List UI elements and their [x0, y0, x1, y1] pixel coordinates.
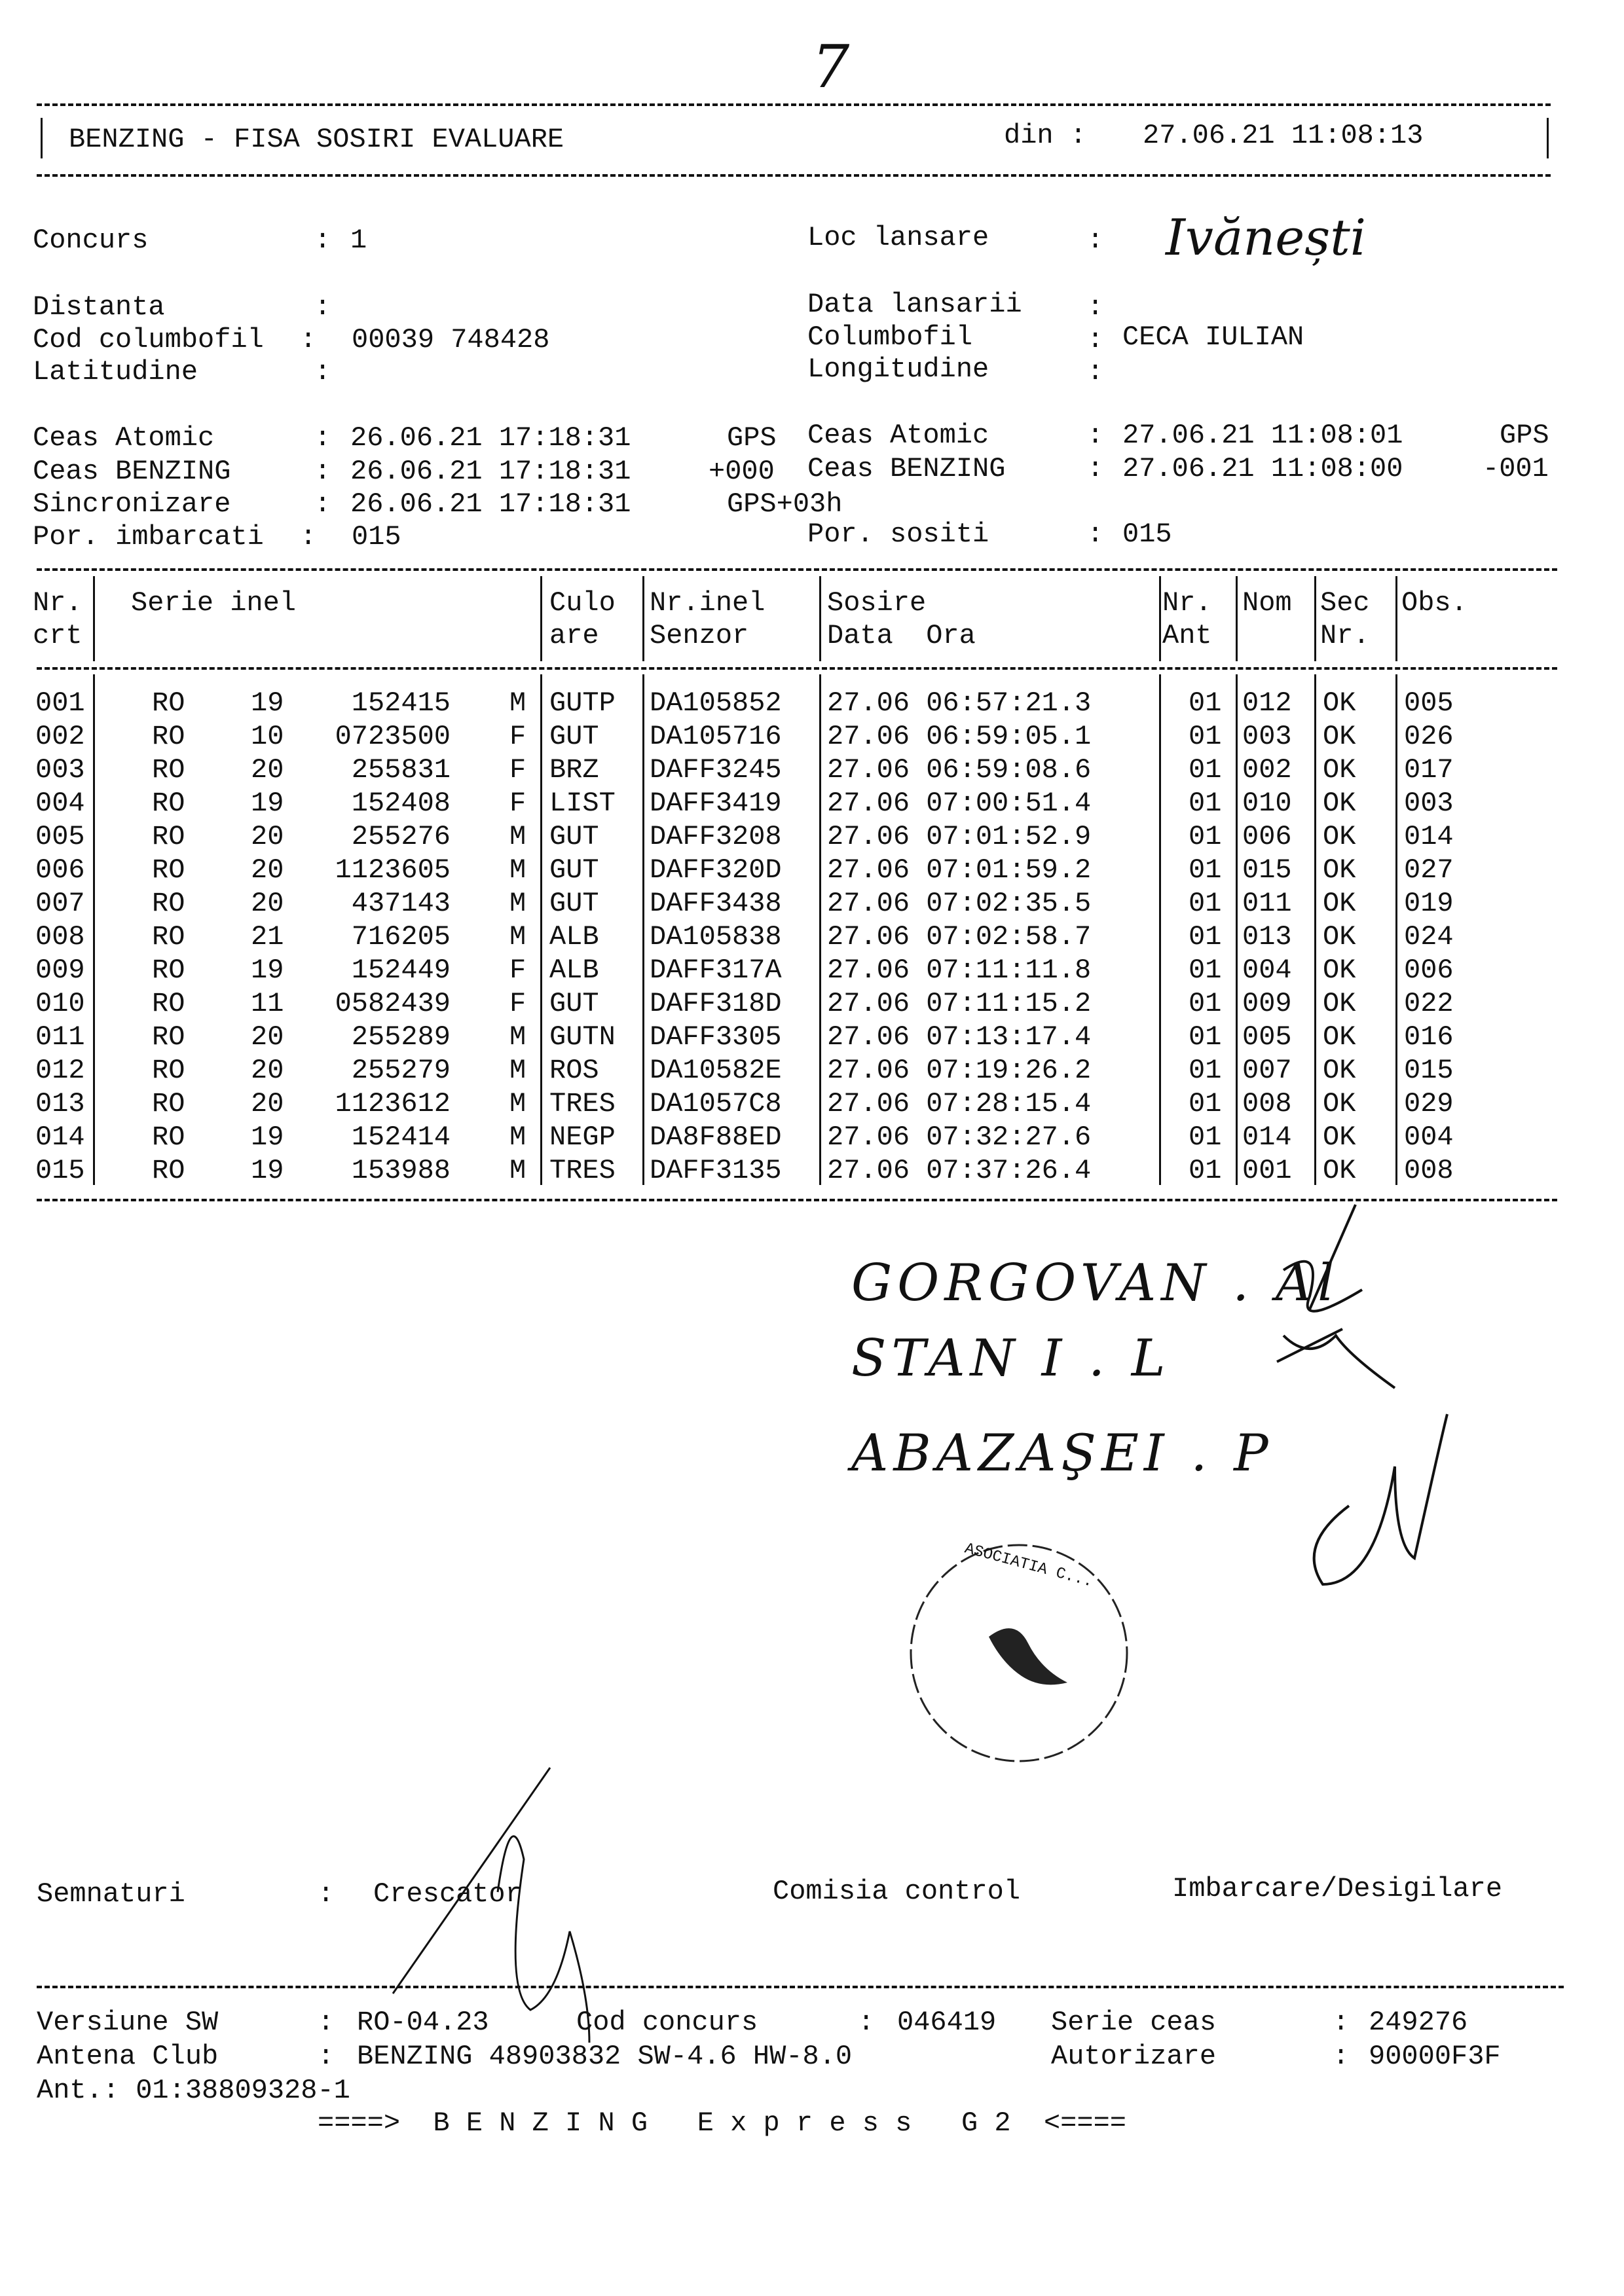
porumbei-sositi-label: Por. sositi [807, 519, 989, 550]
ceas-benzing-end-value: 27.06.21 11:08:00 [1122, 453, 1403, 484]
antena-club-label: Antena Club [37, 2041, 219, 2072]
cell-nom: 001 [1242, 1155, 1292, 1186]
cell-sec-nr: OK [1323, 888, 1356, 919]
cell-nom: 002 [1242, 754, 1292, 786]
cell-sex: F [509, 955, 526, 986]
cell-nom: 008 [1242, 1088, 1292, 1120]
cell-sex: M [509, 687, 526, 719]
autorizare-label: Autorizare [1051, 2041, 1217, 2072]
loc-lansare-handwritten: Ivănești [1166, 208, 1367, 266]
header-serie-inel: Serie inel [131, 587, 297, 619]
cod-concurs-label: Cod concurs [576, 2007, 758, 2038]
cell-sex: M [509, 888, 526, 919]
cod-columbofil-colon: : [300, 324, 317, 355]
cell-ring-number: 0582439 [335, 988, 451, 1019]
cell-ring-year: 20 [251, 1055, 284, 1086]
cod-columbofil-value: 00039 748428 [352, 324, 550, 355]
page-number-handwritten: 7 [812, 33, 850, 101]
cell-ring-year: 20 [251, 888, 284, 919]
distanta-label: Distanta [33, 291, 165, 323]
header-crt: crt [33, 620, 83, 651]
colon: : [858, 2007, 875, 2038]
cell-arrival-time: 27.06 06:59:05.1 [827, 721, 1092, 752]
benzing-express-banner: ====> B E N Z I N G E x p r e s s G 2 <==== [318, 2107, 1127, 2139]
cell-color: BRZ [549, 754, 599, 786]
cell-ring-year: 10 [251, 721, 284, 752]
cell-row-number: 008 [35, 921, 85, 953]
cell-obs: 015 [1404, 1055, 1454, 1086]
cell-obs: 022 [1404, 988, 1454, 1019]
handwritten-name-2: STAN I . L [851, 1329, 1171, 1388]
cell-nom: 015 [1242, 854, 1292, 886]
colon: : [300, 521, 317, 553]
cell-color: ROS [549, 1055, 599, 1086]
cell-sec-nr: OK [1323, 754, 1356, 786]
cell-sex: F [509, 754, 526, 786]
cell-obs: 003 [1404, 788, 1454, 819]
cell-ring-year: 21 [251, 921, 284, 953]
sincronizare-label: Sincronizare [33, 488, 231, 520]
cell-antenna-nr: 01 [1189, 687, 1222, 719]
cell-ring-country: RO [152, 687, 185, 719]
cell-ring-country: RO [152, 955, 185, 986]
antena-club-value: BENZING 48903832 SW-4.6 HW-8.0 [357, 2041, 853, 2072]
cell-sec-nr: OK [1323, 1155, 1356, 1186]
antenna-id: Ant.: 01:38809328-1 [37, 2075, 350, 2106]
cell-sex: M [509, 1021, 526, 1053]
cell-row-number: 011 [35, 1021, 85, 1053]
cell-antenna-nr: 01 [1189, 1155, 1222, 1186]
cell-sensor-ring: DAFF318D [650, 988, 782, 1019]
cell-antenna-nr: 01 [1189, 888, 1222, 919]
cell-color: GUTN [549, 1021, 616, 1053]
cell-row-number: 013 [35, 1088, 85, 1120]
cell-sex: M [509, 821, 526, 852]
cell-ring-number: 716205 [351, 921, 451, 953]
cell-ring-number: 153988 [351, 1155, 451, 1186]
loc-lansare-label: Loc lansare [807, 222, 989, 253]
cell-obs: 019 [1404, 888, 1454, 919]
colon: : [314, 488, 331, 520]
cell-sensor-ring: DAFF3438 [650, 888, 782, 919]
cell-obs: 004 [1404, 1121, 1454, 1153]
cell-ring-number: 255279 [351, 1055, 451, 1086]
cell-nom: 011 [1242, 888, 1292, 919]
cell-sex: F [509, 788, 526, 819]
latitudine-label: Latitudine [33, 356, 198, 388]
handwritten-name-3: ABAZAŞEI . P [851, 1424, 1274, 1483]
cell-arrival-time: 27.06 07:19:26.2 [827, 1055, 1092, 1086]
cell-obs: 016 [1404, 1021, 1454, 1053]
cell-sensor-ring: DAFF320D [650, 854, 782, 886]
ceas-atomic-end-label: Ceas Atomic [807, 420, 989, 451]
data-lansarii-colon: : [1087, 291, 1104, 323]
cell-ring-country: RO [152, 754, 185, 786]
colon: : [1087, 420, 1104, 451]
cell-ring-year: 20 [251, 821, 284, 852]
cell-nom: 006 [1242, 821, 1292, 852]
cell-color: GUTP [549, 687, 616, 719]
ceas-benzing-start-suffix: +000 [709, 456, 775, 487]
sincronizare-suffix: GPS+03h [727, 488, 843, 520]
cell-color: ALB [549, 921, 599, 953]
header-sec: Sec [1320, 587, 1370, 619]
cell-ring-country: RO [152, 788, 185, 819]
cell-nom: 013 [1242, 921, 1292, 953]
cell-sex: M [509, 1055, 526, 1086]
cell-row-number: 007 [35, 888, 85, 919]
cell-ring-country: RO [152, 1021, 185, 1053]
footer-separator [37, 1986, 1564, 1988]
serie-ceas-label: Serie ceas [1051, 2007, 1217, 2038]
colon: : [1087, 519, 1104, 550]
cell-ring-year: 19 [251, 1155, 284, 1186]
header-culoare-1: Culo [549, 587, 616, 619]
latitudine-colon: : [314, 356, 331, 388]
colon: : [318, 2007, 335, 2038]
concurs-colon: : [314, 225, 331, 256]
cell-color: GUT [549, 854, 599, 886]
header-nr: Nr. [33, 587, 83, 619]
cod-columbofil-label: Cod columbofil [33, 324, 264, 355]
versiune-sw-value: RO-04.23 [357, 2007, 489, 2038]
cell-ring-number: 1123605 [335, 854, 451, 886]
cell-sec-nr: OK [1323, 1121, 1356, 1153]
colon: : [314, 422, 331, 454]
cell-ring-country: RO [152, 821, 185, 852]
header-nr-ant: Nr. [1162, 587, 1212, 619]
cell-ring-number: 152414 [351, 1121, 451, 1153]
cell-nom: 004 [1242, 955, 1292, 986]
longitudine-label: Longitudine [807, 354, 989, 385]
cell-nom: 007 [1242, 1055, 1292, 1086]
cell-obs: 017 [1404, 754, 1454, 786]
cell-ring-country: RO [152, 721, 185, 752]
cell-arrival-time: 27.06 06:57:21.3 [827, 687, 1092, 719]
cell-arrival-time: 27.06 07:28:15.4 [827, 1088, 1092, 1120]
cell-row-number: 010 [35, 988, 85, 1019]
cell-sensor-ring: DA8F88ED [650, 1121, 782, 1153]
cell-ring-number: 255276 [351, 821, 451, 852]
cell-sec-nr: OK [1323, 687, 1356, 719]
header-ant: Ant [1162, 620, 1212, 651]
cell-obs: 008 [1404, 1155, 1454, 1186]
data-lansarii-label: Data lansarii [807, 289, 1022, 320]
cell-sensor-ring: DA1057C8 [650, 1088, 782, 1120]
cod-concurs-value: 046419 [897, 2007, 997, 2038]
cell-antenna-nr: 01 [1189, 854, 1222, 886]
cell-nom: 009 [1242, 988, 1292, 1019]
cell-row-number: 005 [35, 821, 85, 852]
cell-row-number: 009 [35, 955, 85, 986]
header-culoare-2: are [549, 620, 599, 651]
cell-ring-number: 152408 [351, 788, 451, 819]
cell-obs: 027 [1404, 854, 1454, 886]
ceas-atomic-start-suffix: GPS [727, 422, 777, 454]
cell-arrival-time: 27.06 07:37:26.4 [827, 1155, 1092, 1186]
colon: : [318, 2041, 335, 2072]
cell-color: GUT [549, 821, 599, 852]
cell-sensor-ring: DAFF3245 [650, 754, 782, 786]
cell-ring-number: 255289 [351, 1021, 451, 1053]
cell-sensor-ring: DAFF3208 [650, 821, 782, 852]
header-nom: Nom [1242, 587, 1292, 619]
ceas-atomic-end-suffix: GPS [1500, 420, 1549, 451]
cell-ring-number: 437143 [351, 888, 451, 919]
cell-sec-nr: OK [1323, 821, 1356, 852]
print-date-label: din : [1004, 120, 1087, 151]
porumbei-sositi-value: 015 [1122, 519, 1172, 550]
signature-3 [1314, 1414, 1447, 1584]
cell-ring-number: 152415 [351, 687, 451, 719]
cell-ring-year: 20 [251, 1021, 284, 1053]
cell-sex: F [509, 721, 526, 752]
cell-color: ALB [549, 955, 599, 986]
cell-ring-year: 19 [251, 955, 284, 986]
colon: : [1087, 453, 1104, 484]
cell-obs: 029 [1404, 1088, 1454, 1120]
signature-2 [1277, 1329, 1395, 1388]
cell-ring-number: 1123612 [335, 1088, 451, 1120]
cell-ring-country: RO [152, 854, 185, 886]
cell-ring-year: 20 [251, 854, 284, 886]
cell-antenna-nr: 01 [1189, 821, 1222, 852]
cell-sex: M [509, 854, 526, 886]
cell-color: GUT [549, 988, 599, 1019]
ceas-benzing-start-label: Ceas BENZING [33, 456, 231, 487]
cell-obs: 026 [1404, 721, 1454, 752]
ceas-atomic-start-value: 26.06.21 17:18:31 [350, 422, 631, 454]
longitudine-colon: : [1087, 356, 1104, 388]
cell-ring-country: RO [152, 1155, 185, 1186]
cell-row-number: 001 [35, 687, 85, 719]
serie-ceas-value: 249276 [1369, 2007, 1468, 2038]
cell-sensor-ring: DAFF3419 [650, 788, 782, 819]
semnaturi-label: Semnaturi [37, 1878, 185, 1910]
colon: : [314, 456, 331, 487]
colon: : [318, 1878, 335, 1910]
cell-arrival-time: 27.06 07:02:58.7 [827, 921, 1092, 953]
cell-ring-year: 19 [251, 1121, 284, 1153]
cell-sex: M [509, 1121, 526, 1153]
sincronizare-value: 26.06.21 17:18:31 [350, 488, 631, 520]
cell-ring-country: RO [152, 888, 185, 919]
cell-antenna-nr: 01 [1189, 788, 1222, 819]
cell-antenna-nr: 01 [1189, 955, 1222, 986]
cell-sex: M [509, 1088, 526, 1120]
distanta-colon: : [314, 291, 331, 323]
cell-nom: 010 [1242, 788, 1292, 819]
cell-obs: 024 [1404, 921, 1454, 953]
cell-ring-year: 19 [251, 788, 284, 819]
colon: : [1333, 2041, 1350, 2072]
cell-row-number: 002 [35, 721, 85, 752]
comisia-control-label: Comisia control [773, 1876, 1021, 1907]
cell-color: NEGP [549, 1121, 616, 1153]
cell-antenna-nr: 01 [1189, 921, 1222, 953]
cell-sex: M [509, 921, 526, 953]
cell-arrival-time: 27.06 07:01:59.2 [827, 854, 1092, 886]
cell-sensor-ring: DA105852 [650, 687, 782, 719]
ceas-atomic-end-value: 27.06.21 11:08:01 [1122, 420, 1403, 451]
ceas-benzing-end-suffix: -001 [1483, 453, 1549, 484]
cell-ring-year: 20 [251, 1088, 284, 1120]
crescator-label: Crescator [373, 1878, 522, 1910]
cell-sec-nr: OK [1323, 921, 1356, 953]
cell-row-number: 003 [35, 754, 85, 786]
concurs-value: 1 [350, 225, 367, 256]
cell-color: GUT [549, 721, 599, 752]
cell-arrival-time: 27.06 07:13:17.4 [827, 1021, 1092, 1053]
print-date-value: 27.06.21 11:08:13 [1143, 120, 1424, 151]
concurs-label: Concurs [33, 225, 149, 256]
porumbei-imbarcati-label: Por. imbarcati [33, 521, 264, 553]
cell-sec-nr: OK [1323, 721, 1356, 752]
handwritten-name-1: GORGOVAN . Al [851, 1254, 1340, 1313]
cell-sec-nr: OK [1323, 788, 1356, 819]
cell-sex: M [509, 1155, 526, 1186]
cell-row-number: 015 [35, 1155, 85, 1186]
cell-sec-nr: OK [1323, 1055, 1356, 1086]
header-senzor: Senzor [650, 620, 749, 651]
cell-row-number: 004 [35, 788, 85, 819]
cell-sensor-ring: DA105838 [650, 921, 782, 953]
columbofil-label: Columbofil [807, 321, 973, 353]
cell-ring-year: 19 [251, 687, 284, 719]
cell-obs: 014 [1404, 821, 1454, 852]
stamp [911, 1545, 1127, 1761]
cell-color: TRES [549, 1088, 616, 1120]
cell-arrival-time: 27.06 07:02:35.5 [827, 888, 1092, 919]
cell-arrival-time: 27.06 07:11:11.8 [827, 955, 1092, 986]
cell-ring-year: 20 [251, 754, 284, 786]
cell-sensor-ring: DAFF3305 [650, 1021, 782, 1053]
header-data-ora: Data Ora [827, 620, 976, 651]
cell-ring-country: RO [152, 1088, 185, 1120]
cell-color: GUT [549, 888, 599, 919]
cell-sensor-ring: DA10582E [650, 1055, 782, 1086]
cell-sensor-ring: DAFF3135 [650, 1155, 782, 1186]
header-sosire: Sosire [827, 587, 927, 619]
cell-sex: F [509, 988, 526, 1019]
cell-sensor-ring: DA105716 [650, 721, 782, 752]
cell-ring-number: 255831 [351, 754, 451, 786]
columbofil-colon: : [1087, 324, 1104, 355]
cell-arrival-time: 27.06 07:01:52.9 [827, 821, 1092, 852]
cell-ring-country: RO [152, 988, 185, 1019]
header-nr-inel: Nr.inel [650, 587, 766, 619]
cell-sec-nr: OK [1323, 1088, 1356, 1120]
loc-lansare-colon: : [1087, 225, 1104, 256]
document-title: BENZING - FISA SOSIRI EVALUARE [69, 124, 564, 155]
ceas-benzing-end-label: Ceas BENZING [807, 453, 1006, 484]
cell-arrival-time: 27.06 07:00:51.4 [827, 788, 1092, 819]
versiune-sw-label: Versiune SW [37, 2007, 219, 2038]
cell-ring-country: RO [152, 1121, 185, 1153]
porumbei-imbarcati-value: 015 [352, 521, 401, 553]
cell-antenna-nr: 01 [1189, 1021, 1222, 1053]
cell-antenna-nr: 01 [1189, 988, 1222, 1019]
signature-1 [1283, 1205, 1362, 1311]
stamp-text: ASOCIATIA C... [963, 1540, 1095, 1592]
cell-antenna-nr: 01 [1189, 1055, 1222, 1086]
cell-obs: 005 [1404, 687, 1454, 719]
cell-arrival-time: 27.06 06:59:08.6 [827, 754, 1092, 786]
cell-arrival-time: 27.06 07:32:27.6 [827, 1121, 1092, 1153]
cell-ring-number: 152449 [351, 955, 451, 986]
cell-antenna-nr: 01 [1189, 754, 1222, 786]
colon: : [1333, 2007, 1350, 2038]
cell-antenna-nr: 01 [1189, 721, 1222, 752]
columbofil-value: CECA IULIAN [1122, 321, 1304, 353]
imbarcare-desigilare-label: Imbarcare/Desigilare [1172, 1873, 1503, 1904]
cell-color: TRES [549, 1155, 616, 1186]
cell-row-number: 014 [35, 1121, 85, 1153]
ceas-benzing-start-value: 26.06.21 17:18:31 [350, 456, 631, 487]
cell-sec-nr: OK [1323, 854, 1356, 886]
cell-sensor-ring: DAFF317A [650, 955, 782, 986]
cell-ring-country: RO [152, 1055, 185, 1086]
cell-antenna-nr: 01 [1189, 1088, 1222, 1120]
header-obs: Obs. [1401, 587, 1467, 619]
cell-nom: 014 [1242, 1121, 1292, 1153]
cell-nom: 012 [1242, 687, 1292, 719]
cell-ring-country: RO [152, 921, 185, 953]
cell-sec-nr: OK [1323, 1021, 1356, 1053]
cell-sec-nr: OK [1323, 988, 1356, 1019]
cell-arrival-time: 27.06 07:11:15.2 [827, 988, 1092, 1019]
cell-ring-number: 0723500 [335, 721, 451, 752]
autorizare-value: 90000F3F [1369, 2041, 1501, 2072]
cell-obs: 006 [1404, 955, 1454, 986]
cell-ring-year: 11 [251, 988, 284, 1019]
cell-color: LIST [549, 788, 616, 819]
cell-antenna-nr: 01 [1189, 1121, 1222, 1153]
cell-row-number: 006 [35, 854, 85, 886]
header-sec-nr: Nr. [1320, 620, 1370, 651]
cell-row-number: 012 [35, 1055, 85, 1086]
cell-sec-nr: OK [1323, 955, 1356, 986]
cell-nom: 005 [1242, 1021, 1292, 1053]
cell-nom: 003 [1242, 721, 1292, 752]
ceas-atomic-start-label: Ceas Atomic [33, 422, 215, 454]
